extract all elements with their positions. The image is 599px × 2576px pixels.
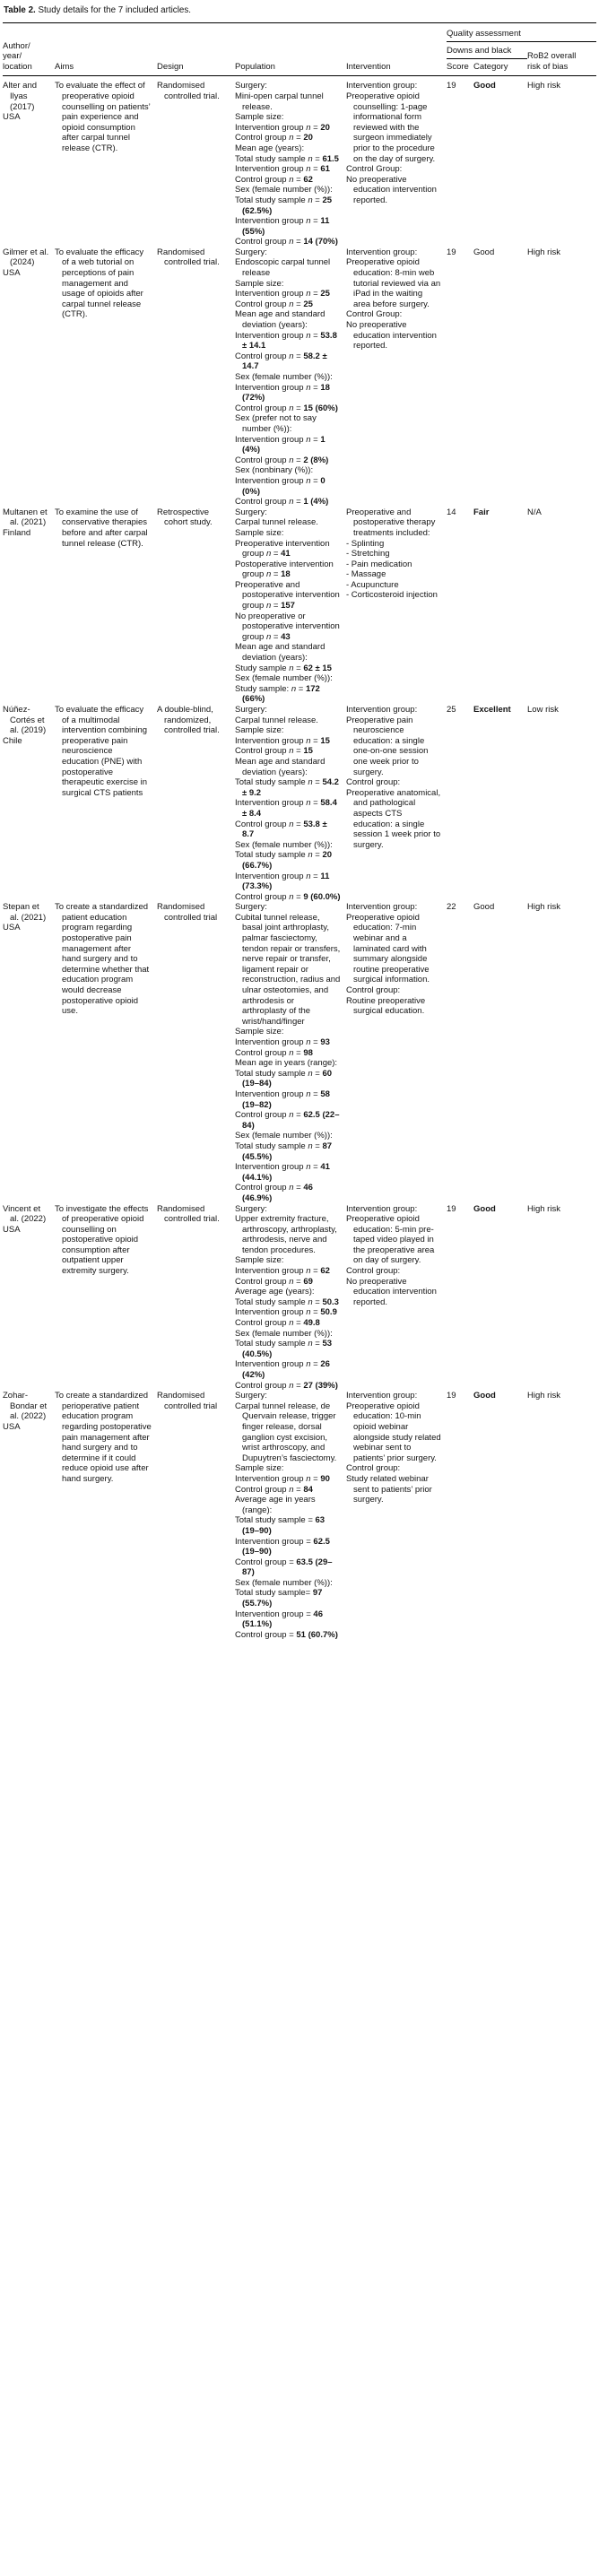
design-cell: Randomised controlled trial [157,902,218,923]
design-cell: Randomised controlled trial. [157,81,220,101]
rob2-cell: High risk [527,1391,560,1401]
rob2-cell: High risk [527,1203,560,1214]
author-cell: Vincent et al. (2022) USA [3,1203,47,1235]
study-row [3,507,596,705]
aims-cell: To investigate the effects of preoperative opioid counselling on postoperative opioid consumption after outpatient upper extremity surgery. [55,1203,149,1277]
header-author-year-location: Author/ year/ location [3,22,55,76]
aims-cell: To evaluate the efficacy of a web tutorial on perceptions of pain management and usage of opioids after carpal tunnel release (CTR). [55,247,144,320]
population-cell: Surgery: Carpal tunnel release. Sample size: Intervention group n = 15 Control group n = 15 Mean age and standard deviation (years): Total study sample n = 54.2 ± 9.2 Intervention group n = 58.4 ± 8.4 Control group n = 53.8 ± 8.7 Sex (female number (%)): Total study sample n = 20 (66.7%) Intervention group n = 11 (73.3%) Control group n = 9 (60.0%) [235,705,341,902]
score-cell: 25 [447,705,456,715]
header-downs-and-black: Downs and black [447,42,527,59]
design-cell: Randomised controlled trial. [157,247,220,268]
author-cell: Gilmer et al. (2024) USA [3,247,49,279]
table-caption [4,5,596,16]
header-population: Population [235,22,346,76]
study-row [3,76,596,247]
header-category: Category [473,58,527,76]
aims-cell: To evaluate the effect of preoperative opioid counselling on patients’ pain experience and opioid consumption after carpal tunnel release (CTR). [55,81,151,153]
intervention-cell: Intervention group: Preoperative pain neuroscience education: a single one-on-one session one week prior to surgery. Control group: Preoperative anatomical, and pathological aspects CTS education: a single session 1 week prior to surgery. [346,705,441,850]
study-row [3,902,596,1203]
category-cell: Good [473,1391,496,1401]
design-cell: A double-blind, randomized, controlled trial. [157,705,220,736]
study-row [3,247,596,507]
category-cell: Good [473,1203,496,1214]
header-rob2: RoB2 overall risk of bias [527,42,596,76]
score-cell: 19 [447,81,456,91]
intervention-cell: Intervention group: Preoperative opioid counselling: 1-page informational form reviewed with the surgeon immediately prior to the procedure on the day of surgery. Control Group: No preoperative education intervention reported. [346,81,437,205]
study-details-table [3,22,596,1641]
author-cell: Núñez-Cortés et al. (2019) Chile [3,705,47,746]
category-cell: Good [473,247,495,257]
category-cell: Good [473,81,496,91]
header-quality-assessment: Quality assessment [447,22,596,42]
category-cell: Fair [473,507,490,517]
population-cell: Surgery: Endoscopic carpal tunnel release Sample size: Intervention group n = 25 Control group n = 25 Mean age and standard deviation (years): Intervention group n = 53.8 ± 14.1 Control group n = 58.2 ± 14.7 Sex (female number (%)): Intervention group n = 18 (72%) Control group n = 15 (60%) Sex (prefer not to say number (%)): Intervention group n = 1 (4%) Control group n = 2 (8%) Sex (nonbinary (%)): Intervention group n = 0 (0%) Control group n = 1 (4%) [235,247,338,507]
score-cell: 22 [447,902,456,913]
study-row [3,1391,596,1640]
rob2-cell: Low risk [527,705,559,715]
author-cell: Zohar-Bondar et al. (2022) USA [3,1391,48,1432]
design-cell: Randomised controlled trial [157,1391,218,1411]
header-row-top [3,22,596,42]
author-cell: Alter and Ilyas (2017) USA [3,81,38,123]
author-cell: Stepan et al. (2021) USA [3,902,47,933]
header-aims: Aims [55,22,157,76]
category-cell: Good [473,902,495,913]
population-cell: Surgery: Cubital tunnel release, basal joint arthroplasty, palmar fasciectomy, tendon repair or transfers, nerve repair or transfer, ligament repair or reconstruction, radius and ulnar osteotomies, and arthrodesis or arthroplasty of the wrist/hand/finger Sample size: Intervention group n = 93 Control group n = 98 Mean age in years (range): Total study sample n = 60 (19–84) Intervention group n = 58 (19–82) Control group n = 62.5 (22–84) Sex (female number (%)): Total study sample n = 87 (45.5%) Intervention group n = 41 (44.1%) Control group n = 46 (46.9%) [235,902,341,1203]
aims-cell: To create a standardized patient education program regarding postoperative pain management after hand surgery and to determine whether that education program would decrease postoperative opioid use. [55,902,150,1017]
score-cell: 14 [447,507,456,517]
rob2-cell: High risk [527,247,560,257]
table-body [3,76,596,1641]
aims-cell: To examine the use of conservative therapies before and after carpal tunnel release (CTR). [55,507,148,549]
category-cell: Excellent [473,705,511,715]
rob2-cell: N/A [527,507,542,517]
header-score: Score [447,58,473,76]
author-cell: Multanen et al. (2021) Finland [3,507,48,538]
population-cell: Surgery: Carpal tunnel release. Sample size: Preoperative intervention group n = 41 Postoperative intervention group n = 18 Preoperative and postoperative intervention group n = 157 No preoperative or postoperative intervention group n = 43 Mean age and standard deviation (years): Study sample n = 62 ± 15 Sex (female number (%)): Study sample: n = 172 (66%) [235,507,340,705]
population-cell: Surgery: Upper extremity fracture, arthroscopy, arthroplasty, arthrodesis, nerve and tendon procedures. Sample size: Intervention group n = 62 Control group n = 69 Average age (years): Total study sample n = 50.3 Intervention group n = 50.9 Control group n = 49.8 Sex (female number (%)): Total study sample n = 53 (40.5%) Intervention group n = 26 (42%) Control group n = 27 (39%) [235,1203,339,1391]
design-cell: Randomised controlled trial. [157,1203,220,1225]
rob2-cell: High risk [527,902,560,913]
rob2-cell: High risk [527,81,560,91]
intervention-cell: Intervention group: Preoperative opioid education: 8-min web tutorial reviewed via an iPad in the waiting area before surgery. Control Group: No preoperative education intervention reported. [346,247,441,351]
intervention-cell: Intervention group: Preoperative opioid education: 10-min opioid webinar alongside study related webinar sent to patients’ prior surgery. Control group: Study related webinar sent to patients’ prior surgery. [346,1391,441,1505]
score-cell: 19 [447,1391,456,1401]
aims-cell: To create a standardized perioperative patient education program regarding postoperative pain management after hand surgery and to determine if it could reduce opioid use after hand surgery. [55,1391,152,1484]
population-cell: Surgery: Carpal tunnel release, de Quervain release, trigger finger release, dorsal ganglion cyst excision, wrist arthroscopy, and Dupuytren’s fasciectomy. Sample size: Intervention group n = 90 Control group n = 84 Average age in years (range): Total study sample = 63 (19–90) Intervention group = 62.5 (19–90) Control group = 63.5 (29–87) Sex (female number (%)): Total study sample= 97 (55.7%) Intervention group = 46 (51.1%) Control group = 51 (60.7%) [235,1391,338,1640]
intervention-cell: Preoperative and postoperative therapy treatments included: - Splinting - Stretching - Pain medication - Massage - Acupuncture - Corticosteroid injection [346,507,438,601]
score-cell: 19 [447,247,456,257]
intervention-cell: Intervention group: Preoperative opioid education: 5-min pre-taped video played in the preoperative area on day of surgery. Control group: No preoperative education intervention reported. [346,1203,437,1307]
intervention-cell: Intervention group: Preoperative opioid education: 7-min webinar and a laminated card with summary alongside routine preoperative surgical information. Control group: Routine preoperative surgical education. [346,902,430,1017]
design-cell: Retrospective cohort study. [157,507,213,528]
study-row [3,1204,596,1392]
caption-label: Table 2. [4,5,36,15]
aims-cell: To evaluate the efficacy of a multimodal intervention combining preoperative pain neuroscience education (PNE) with postoperative therapeutic exercise in surgical CTS patients [55,705,148,798]
header-design: Design [157,22,235,76]
header-intervention: Intervention [346,22,447,76]
population-cell: Surgery: Mini-open carpal tunnel release. Sample size: Intervention group n = 20 Control group n = 20 Mean age (years): Total study sample n = 61.5 Intervention group n = 61 Control group n = 62 Sex (female number (%)): Total study sample n = 25 (62.5%) Intervention group n = 11 (55%) Control group n = 14 (70%) [235,81,339,247]
caption-text: Study details for the 7 included articles. [35,5,191,15]
score-cell: 19 [447,1203,456,1214]
study-row [3,705,596,902]
